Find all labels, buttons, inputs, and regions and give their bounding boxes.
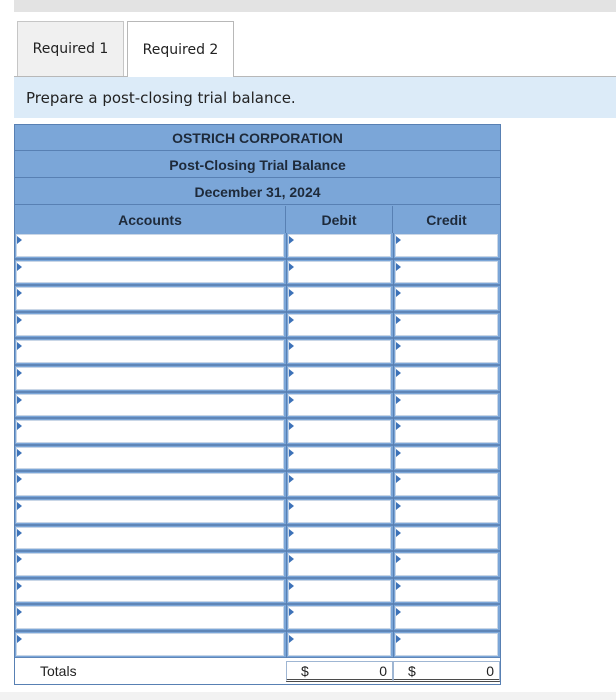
table-row <box>15 579 500 606</box>
entry-marker-icon <box>17 316 22 324</box>
company-name: OSTRICH CORPORATION <box>15 125 500 151</box>
account-input[interactable] <box>16 580 284 603</box>
account-input[interactable] <box>16 606 284 629</box>
debit-input[interactable] <box>288 633 391 656</box>
entry-marker-icon <box>289 396 294 404</box>
debit-input[interactable] <box>288 340 391 363</box>
entry-marker-icon <box>396 502 401 510</box>
entry-marker-icon <box>17 608 22 616</box>
account-input[interactable] <box>16 367 284 390</box>
entry-marker-icon <box>396 396 401 404</box>
entry-marker-icon <box>289 422 294 430</box>
account-input[interactable] <box>16 340 284 363</box>
entry-marker-icon <box>17 369 22 377</box>
credit-input[interactable] <box>395 580 498 603</box>
entry-marker-icon <box>396 475 401 483</box>
bottom-strip <box>0 692 616 700</box>
entry-marker-icon <box>396 289 401 297</box>
entry-marker-icon <box>396 422 401 430</box>
instruction-banner <box>14 77 616 118</box>
top-strip <box>14 0 616 12</box>
account-input[interactable] <box>16 633 284 656</box>
entry-marker-icon <box>17 582 22 590</box>
debit-input[interactable] <box>288 473 391 496</box>
entry-marker-icon <box>17 475 22 483</box>
entry-marker-icon <box>289 449 294 457</box>
totals-debit-value: 0 <box>379 663 387 679</box>
trial-balance-table <box>14 124 501 685</box>
credit-input[interactable] <box>395 394 498 417</box>
table-row <box>15 393 500 420</box>
account-input[interactable] <box>16 447 284 470</box>
table-row <box>15 552 500 579</box>
credit-input[interactable] <box>395 340 498 363</box>
entry-marker-icon <box>17 502 22 510</box>
account-input[interactable] <box>16 500 284 523</box>
entry-marker-icon <box>396 316 401 324</box>
entry-marker-icon <box>17 342 22 350</box>
entry-marker-icon <box>17 236 22 244</box>
credit-input[interactable] <box>395 314 498 337</box>
totals-debit-dollar-sign: $ <box>301 663 309 679</box>
entry-marker-icon <box>289 236 294 244</box>
table-row <box>15 419 500 446</box>
column-header-debit: Debit <box>286 206 393 233</box>
table-row <box>15 233 500 260</box>
entry-marker-icon <box>17 263 22 271</box>
column-divider <box>286 233 287 658</box>
entry-marker-icon <box>17 529 22 537</box>
credit-input[interactable] <box>395 500 498 523</box>
totals-row <box>15 658 500 684</box>
account-input[interactable] <box>16 553 284 576</box>
credit-input[interactable] <box>395 261 498 284</box>
statement-title: Post-Closing Trial Balance <box>15 152 500 178</box>
debit-input[interactable] <box>288 553 391 576</box>
entry-marker-icon <box>289 529 294 537</box>
tab-required-1[interactable]: Required 1 <box>17 21 124 76</box>
entry-marker-icon <box>289 608 294 616</box>
table-row <box>15 260 500 287</box>
entry-marker-icon <box>396 608 401 616</box>
debit-input[interactable] <box>288 500 391 523</box>
debit-input[interactable] <box>288 287 391 310</box>
entry-marker-icon <box>289 635 294 643</box>
tab-bar <box>14 12 616 77</box>
entry-marker-icon <box>17 555 22 563</box>
entry-marker-icon <box>289 502 294 510</box>
entry-marker-icon <box>289 263 294 271</box>
entry-marker-icon <box>289 582 294 590</box>
debit-input[interactable] <box>288 234 391 257</box>
credit-input[interactable] <box>395 606 498 629</box>
debit-input[interactable] <box>288 394 391 417</box>
credit-input[interactable] <box>395 234 498 257</box>
entry-marker-icon <box>396 236 401 244</box>
table-row <box>15 605 500 632</box>
debit-input[interactable] <box>288 447 391 470</box>
credit-input[interactable] <box>395 633 498 656</box>
entry-marker-icon <box>17 635 22 643</box>
entry-marker-icon <box>396 263 401 271</box>
entry-marker-icon <box>289 289 294 297</box>
entry-marker-icon <box>396 635 401 643</box>
totals-debit-cell <box>286 661 393 682</box>
debit-input[interactable] <box>288 314 391 337</box>
debit-input[interactable] <box>288 527 391 550</box>
entry-marker-icon <box>17 449 22 457</box>
debit-input[interactable] <box>288 420 391 443</box>
account-input[interactable] <box>16 261 284 284</box>
credit-input[interactable] <box>395 287 498 310</box>
entry-marker-icon <box>289 342 294 350</box>
instruction-text: Prepare a post-closing trial balance. <box>26 88 296 107</box>
entry-marker-icon <box>396 555 401 563</box>
credit-input[interactable] <box>395 447 498 470</box>
account-input[interactable] <box>16 314 284 337</box>
column-header-accounts: Accounts <box>15 206 286 233</box>
entry-marker-icon <box>289 475 294 483</box>
entry-marker-icon <box>396 369 401 377</box>
column-divider <box>393 233 394 658</box>
table-row <box>15 526 500 553</box>
table-row <box>15 446 500 473</box>
credit-input[interactable] <box>395 553 498 576</box>
table-row <box>15 313 500 340</box>
totals-credit-value: 0 <box>486 663 494 679</box>
entry-marker-icon <box>289 369 294 377</box>
totals-label: Totals <box>40 663 77 679</box>
account-input[interactable] <box>16 420 284 443</box>
account-input[interactable] <box>16 473 284 496</box>
entry-marker-icon <box>396 529 401 537</box>
entry-marker-icon <box>396 342 401 350</box>
account-input[interactable] <box>16 287 284 310</box>
entry-marker-icon <box>396 449 401 457</box>
debit-input[interactable] <box>288 580 391 603</box>
statement-date: December 31, 2024 <box>15 179 500 205</box>
entry-marker-icon <box>17 396 22 404</box>
debit-input[interactable] <box>288 367 391 390</box>
column-header-credit: Credit <box>426 211 467 228</box>
debit-input[interactable] <box>288 606 391 629</box>
account-input[interactable] <box>16 234 284 257</box>
entry-marker-icon <box>289 316 294 324</box>
totals-credit-dollar-sign: $ <box>408 663 416 679</box>
table-row <box>15 366 500 393</box>
table-row <box>15 286 500 313</box>
account-input[interactable] <box>16 394 284 417</box>
table-row <box>15 339 500 366</box>
credit-input[interactable] <box>395 420 498 443</box>
credit-input[interactable] <box>395 473 498 496</box>
table-row <box>15 632 500 659</box>
debit-input[interactable] <box>288 261 391 284</box>
entry-marker-icon <box>17 289 22 297</box>
entry-marker-icon <box>17 422 22 430</box>
account-input[interactable] <box>16 527 284 550</box>
entry-marker-icon <box>289 555 294 563</box>
totals-credit-cell <box>393 661 500 682</box>
tab-required-2[interactable]: Required 2 <box>127 21 234 77</box>
table-row <box>15 472 500 499</box>
table-row <box>15 499 500 526</box>
entry-marker-icon <box>396 582 401 590</box>
credit-input[interactable] <box>395 527 498 550</box>
credit-input[interactable] <box>395 367 498 390</box>
